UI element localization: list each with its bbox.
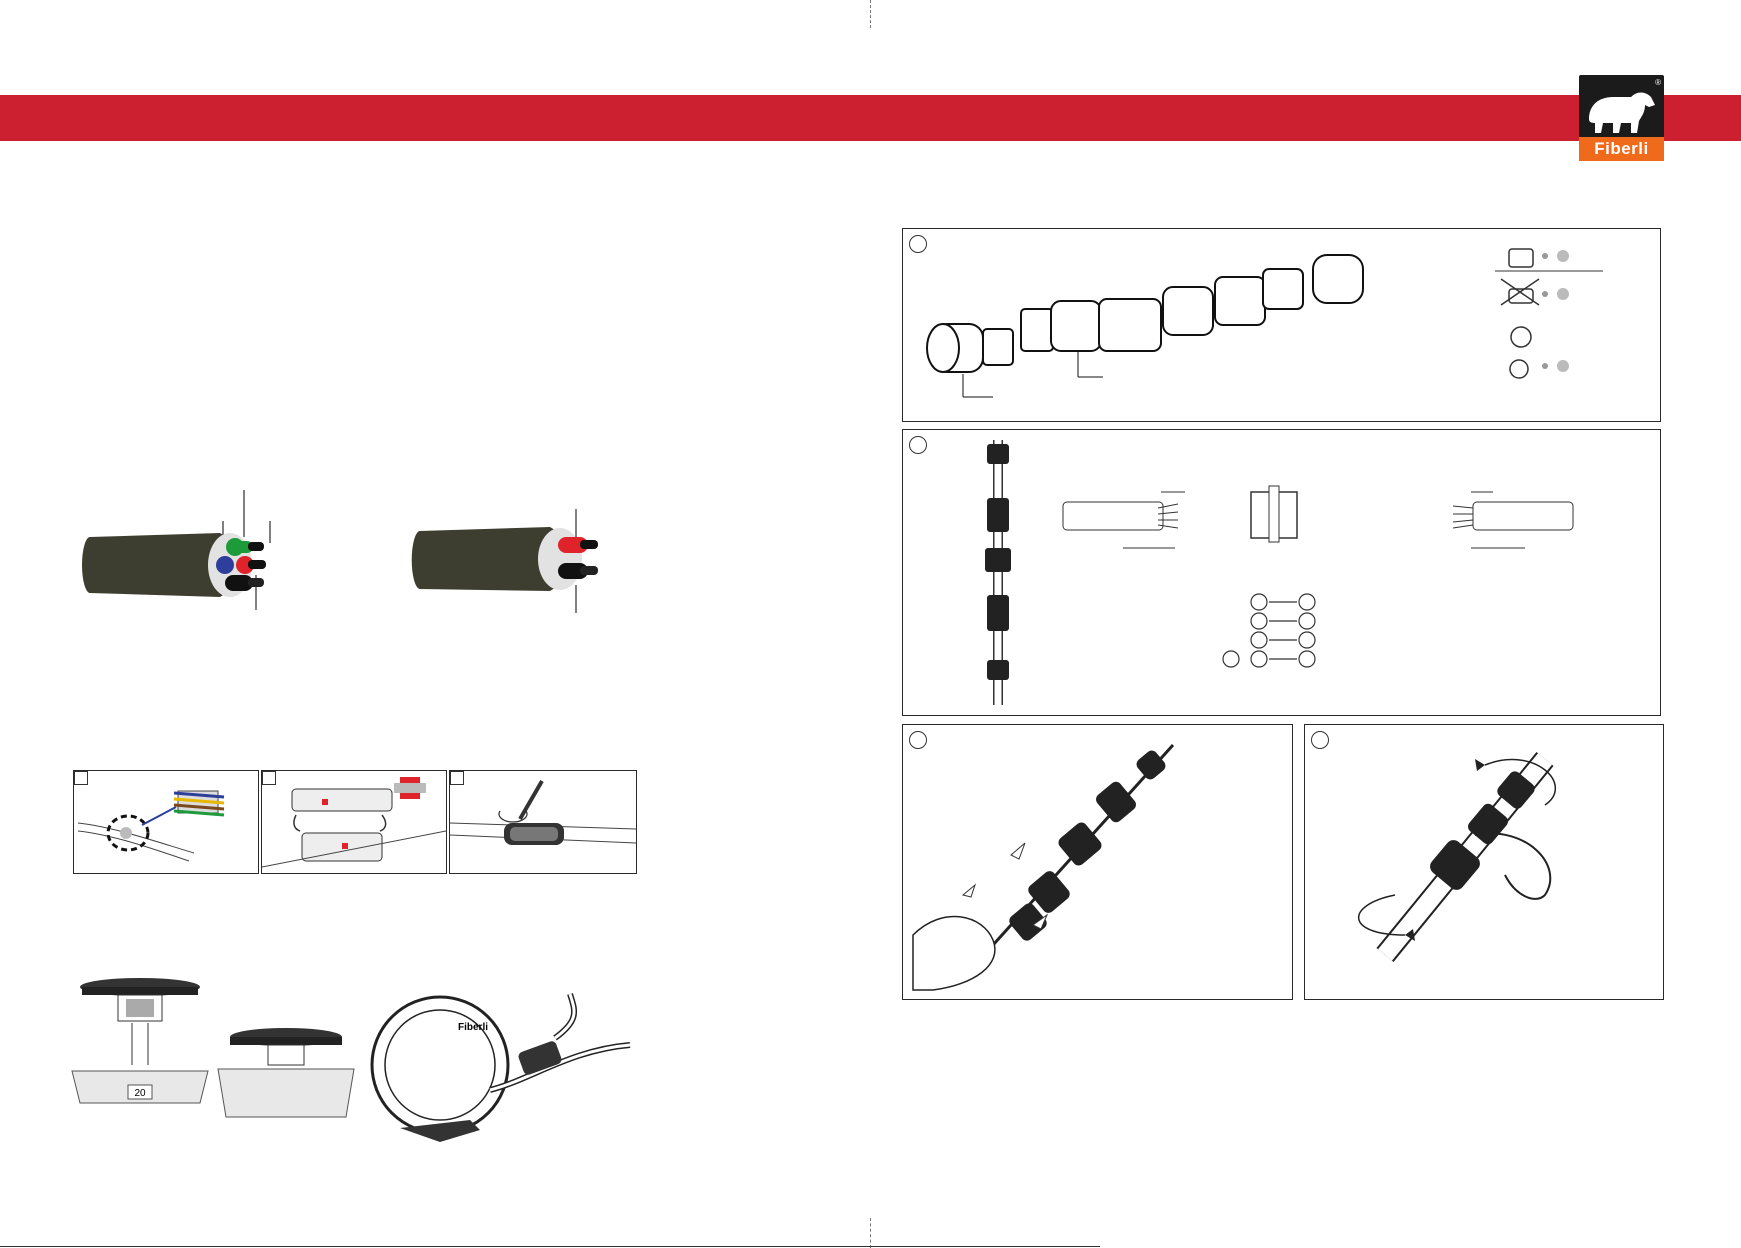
lamp-anchor-illustration	[70, 975, 210, 1105]
junction-step-3-panel	[449, 770, 637, 874]
lamp-brand-mark: Fiberli	[458, 1022, 489, 1033]
registered-mark: ®	[1655, 78, 1661, 87]
connector-step-1-panel	[902, 228, 1661, 422]
fold-mark-top	[870, 0, 871, 28]
connector-step-2-panel	[902, 429, 1661, 716]
step-marker	[262, 771, 276, 785]
connector-step-4-panel	[1304, 724, 1664, 1000]
step-4-marker	[1311, 731, 1329, 749]
step-3-marker	[909, 731, 927, 749]
step-2-marker	[909, 436, 927, 454]
brand-logo	[1579, 75, 1664, 161]
anchor-depth-label: 20	[134, 1088, 146, 1099]
junction-step-2-panel	[261, 770, 447, 874]
connector-step-3-panel	[902, 724, 1293, 1000]
step-1-marker	[909, 235, 927, 253]
junction-step-1-panel	[73, 770, 259, 874]
fold-mark-bottom	[870, 1218, 871, 1248]
polar-bear-icon	[1579, 75, 1664, 137]
step-marker	[74, 771, 88, 785]
header-bar	[0, 95, 1741, 141]
bottom-rule	[0, 1246, 1100, 1247]
cable-2-core-illustration	[410, 505, 620, 615]
lamp-connector-illustration	[370, 990, 640, 1145]
lamp-installed-illustration	[216, 1025, 356, 1120]
cable-4-core-illustration	[80, 485, 310, 615]
brand-name: Fiberli	[1594, 139, 1649, 158]
step-marker	[450, 771, 464, 785]
